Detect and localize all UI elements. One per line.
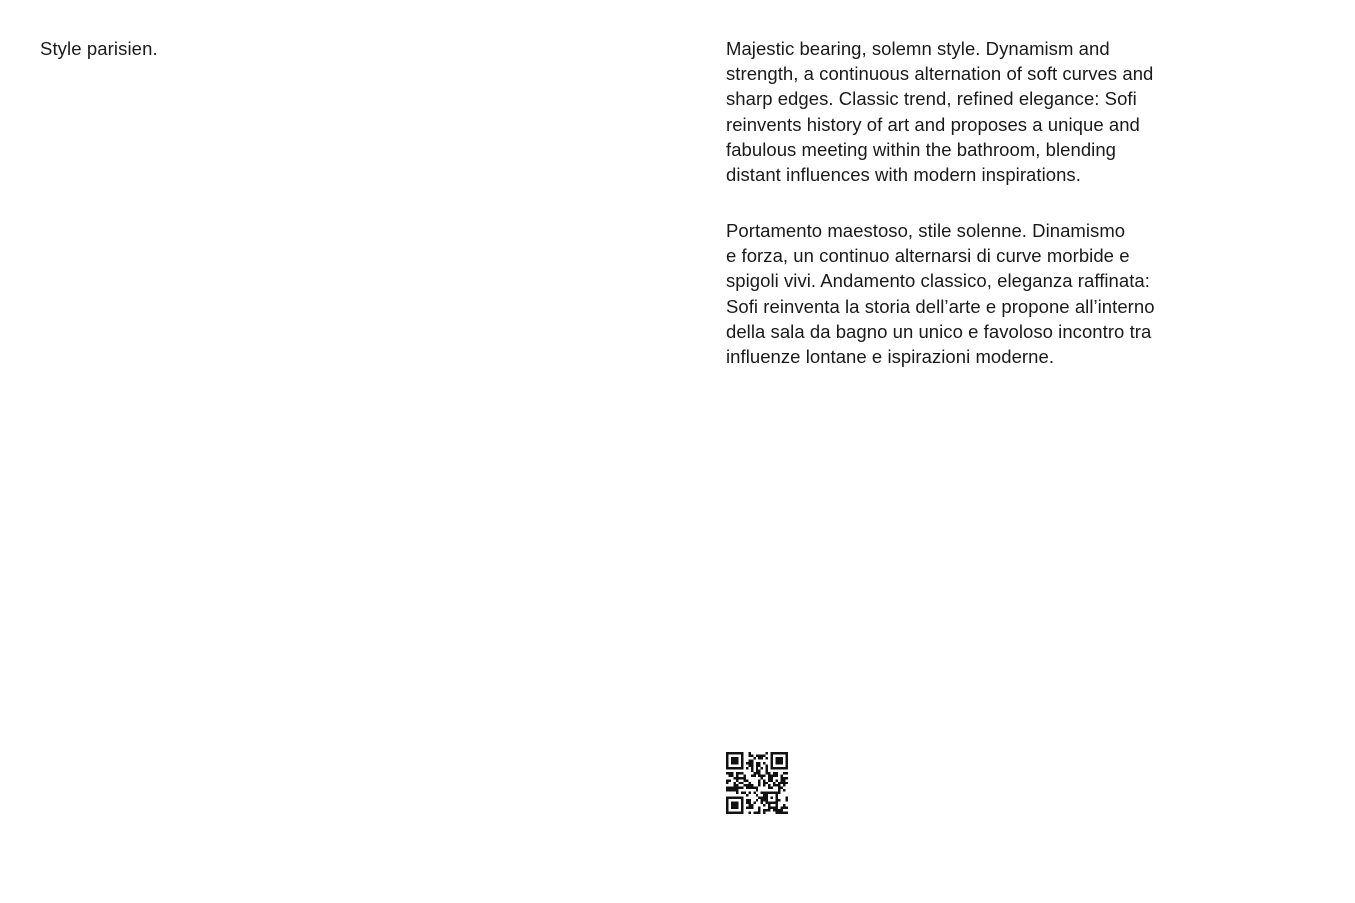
qr-code-icon[interactable]: [726, 752, 788, 814]
paragraph-line: e forza, un continuo alternarsi di curve morbide e: [726, 245, 1130, 267]
paragraph-line: distant influences with modern inspirations.: [726, 164, 1081, 186]
paragraph-line: della sala da bagno un unico e favoloso incontro tra: [726, 320, 1152, 342]
right-page: [677, 0, 1355, 903]
paragraph-line: Sofi reinventa la storia dell’arte e propone all’interno: [726, 295, 1155, 317]
paragraph-line: sharp edges. Classic trend, refined elegance: Sofi: [726, 88, 1137, 110]
tagline: Style parisien.: [40, 38, 158, 59]
paragraph-line: spigoli vivi. Andamento classico, eleganza raffinata:: [726, 270, 1150, 292]
paragraph-line: strength, a continuous alternation of soft curves and: [726, 63, 1154, 85]
qr-code-graphic: [726, 752, 788, 814]
paragraph-line: fabulous meeting within the bathroom, blending: [726, 138, 1117, 160]
paragraph-english: [726, 36, 1216, 187]
paragraph-line: Portamento maestoso, stile solenne. Dinamismo: [726, 220, 1126, 241]
paragraph-line: influenze lontane e ispirazioni moderne.: [726, 346, 1055, 368]
paragraph-italian: [726, 218, 1216, 369]
left-page: [0, 0, 677, 903]
paragraph-line: Majestic bearing, solemn style. Dynamism and: [726, 38, 1110, 59]
paragraph-line: reinvents history of art and proposes a unique and: [726, 113, 1140, 135]
